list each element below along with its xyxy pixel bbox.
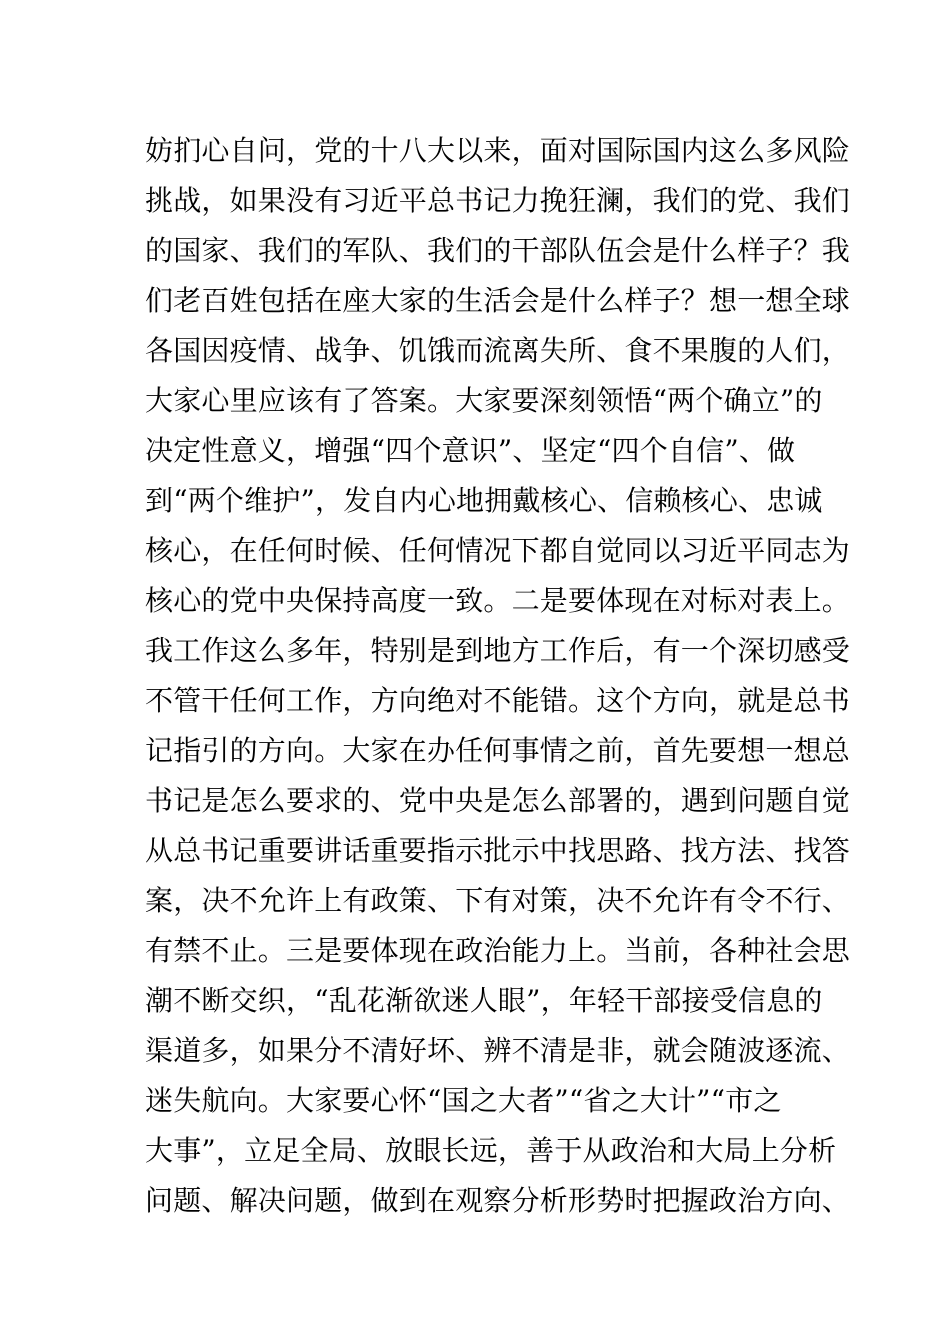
text-line: 的国家、我们的军队、我们的干部队伍会是什么样子？我: [145, 234, 851, 267]
text-line: 妨扪心自问，党的十八大以来，面对国际国内这么多风险: [145, 134, 851, 167]
text-line: 不管干任何工作，方向绝对不能错。这个方向，就是总书: [145, 684, 851, 717]
body-text: [145, 126, 851, 1226]
text-line: 问题、解决问题，做到在观察分析形势时把握政治方向、: [145, 1184, 851, 1217]
text-line: 迷失航向。大家要心怀“国之大者”“省之大计”“市之: [145, 1084, 782, 1117]
text-line: 我工作这么多年，特别是到地方工作后，有一个深切感受: [145, 634, 851, 667]
text-line: 挑战，如果没有习近平总书记力挽狂澜，我们的党、我们: [145, 184, 851, 217]
text-line: 书记是怎么要求的、党中央是怎么部署的，遇到问题自觉: [145, 784, 851, 817]
text-line: 潮不断交织，“乱花渐欲迷人眼”，年轻干部接受信息的: [145, 984, 823, 1017]
text-line: 案，决不允许上有政策、下有对策，决不允许有令不行、: [145, 884, 851, 917]
text-line: 决定性意义，增强“四个意识”、坚定“四个自信”、做: [145, 434, 796, 467]
text-line: 记指引的方向。大家在办任何事情之前，首先要想一想总: [145, 734, 851, 767]
text-line: 从总书记重要讲话重要指示批示中找思路、找方法、找答: [145, 834, 851, 867]
text-line: 有禁不止。三是要体现在政治能力上。当前，各种社会思: [145, 934, 851, 967]
text-line: 各国因疫情、战争、饥饿而流离失所、食不果腹的人们，: [145, 334, 851, 367]
text-line: 到“两个维护”，发自内心地拥戴核心、信赖核心、忠诚: [145, 484, 823, 517]
text-line: 们老百姓包括在座大家的生活会是什么样子？想一想全球: [145, 284, 851, 317]
text-line: 核心，在任何时候、任何情况下都自觉同以习近平同志为: [145, 534, 851, 567]
text-line: 大家心里应该有了答案。大家要深刻领悟“两个确立”的: [145, 384, 823, 417]
text-line: 大事”，立足全局、放眼长远，善于从政治和大局上分析: [145, 1134, 837, 1167]
text-line: 渠道多，如果分不清好坏、辨不清是非，就会随波逐流、: [145, 1034, 851, 1067]
text-line: 核心的党中央保持高度一致。二是要体现在对标对表上。: [145, 584, 851, 617]
